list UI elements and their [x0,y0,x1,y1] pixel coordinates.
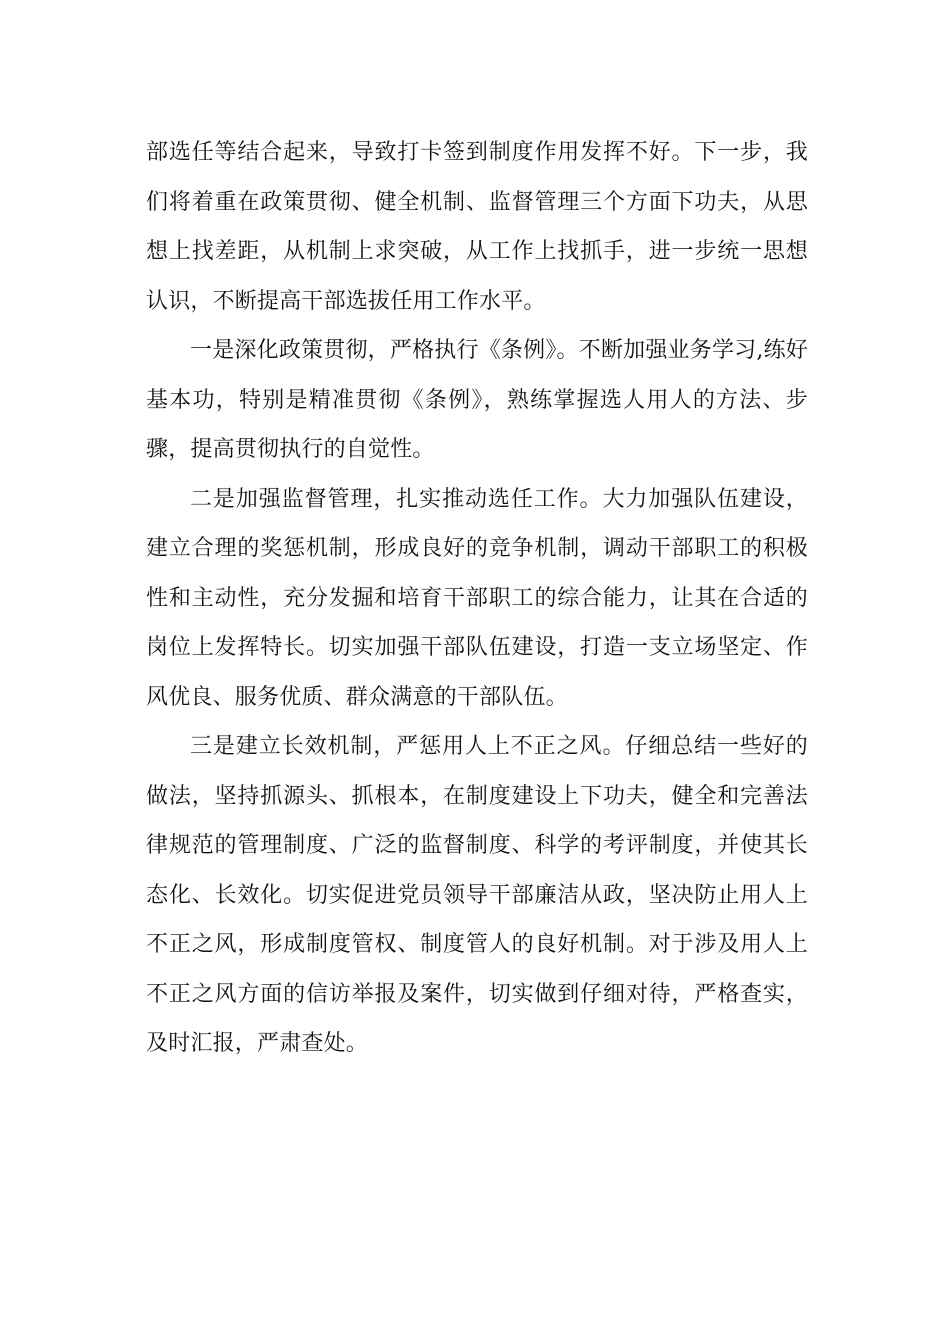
paragraph-policy: 一是深化政策贯彻，严格执行《条例》。不断加强业务学习,练好基本功，特别是精准贯彻《条例》，熟练掌握选人用人的方法、步骤，提高贯彻执行的自觉性。 [146,338,808,462]
paragraph-supervision: 二是加强监督管理，扎实推动选任工作。大力加强队伍建设，建立合理的奖惩机制，形成良好的竞争机制，调动干部职工的积极性和主动性，充分发掘和培育干部职工的综合能力，让其在合适的岗位上发挥特长。切实加强干部队伍建设，打造一支立场坚定、作风优良、服务优质、群众满意的干部队伍。 [146,486,808,710]
paragraph-continuation: 部选任等结合起来，导致打卡签到制度作用发挥不好。下一步，我们将着重在政策贯彻、健全机制、监督管理三个方面下功夫，从思想上找差距，从机制上求突破，从工作上找抓手，进一步统一思想认识，不断提高干部选拔任用工作水平。 [146,140,808,314]
paragraph-mechanism: 三是建立长效机制，严惩用人上不正之风。仔细总结一些好的做法，坚持抓源头、抓根本，在制度建设上下功夫，健全和完善法律规范的管理制度、广泛的监督制度、科学的考评制度，并使其长态化、长效化。切实促进党员领导干部廉洁从政，坚决防止用人上不正之风，形成制度管权、制度管人的良好机制。对于涉及用人上不正之风方面的信访举报及案件，切实做到仔细对待，严格查实，及时汇报，严肃查处。 [146,734,808,1056]
document-body [146,128,808,1069]
